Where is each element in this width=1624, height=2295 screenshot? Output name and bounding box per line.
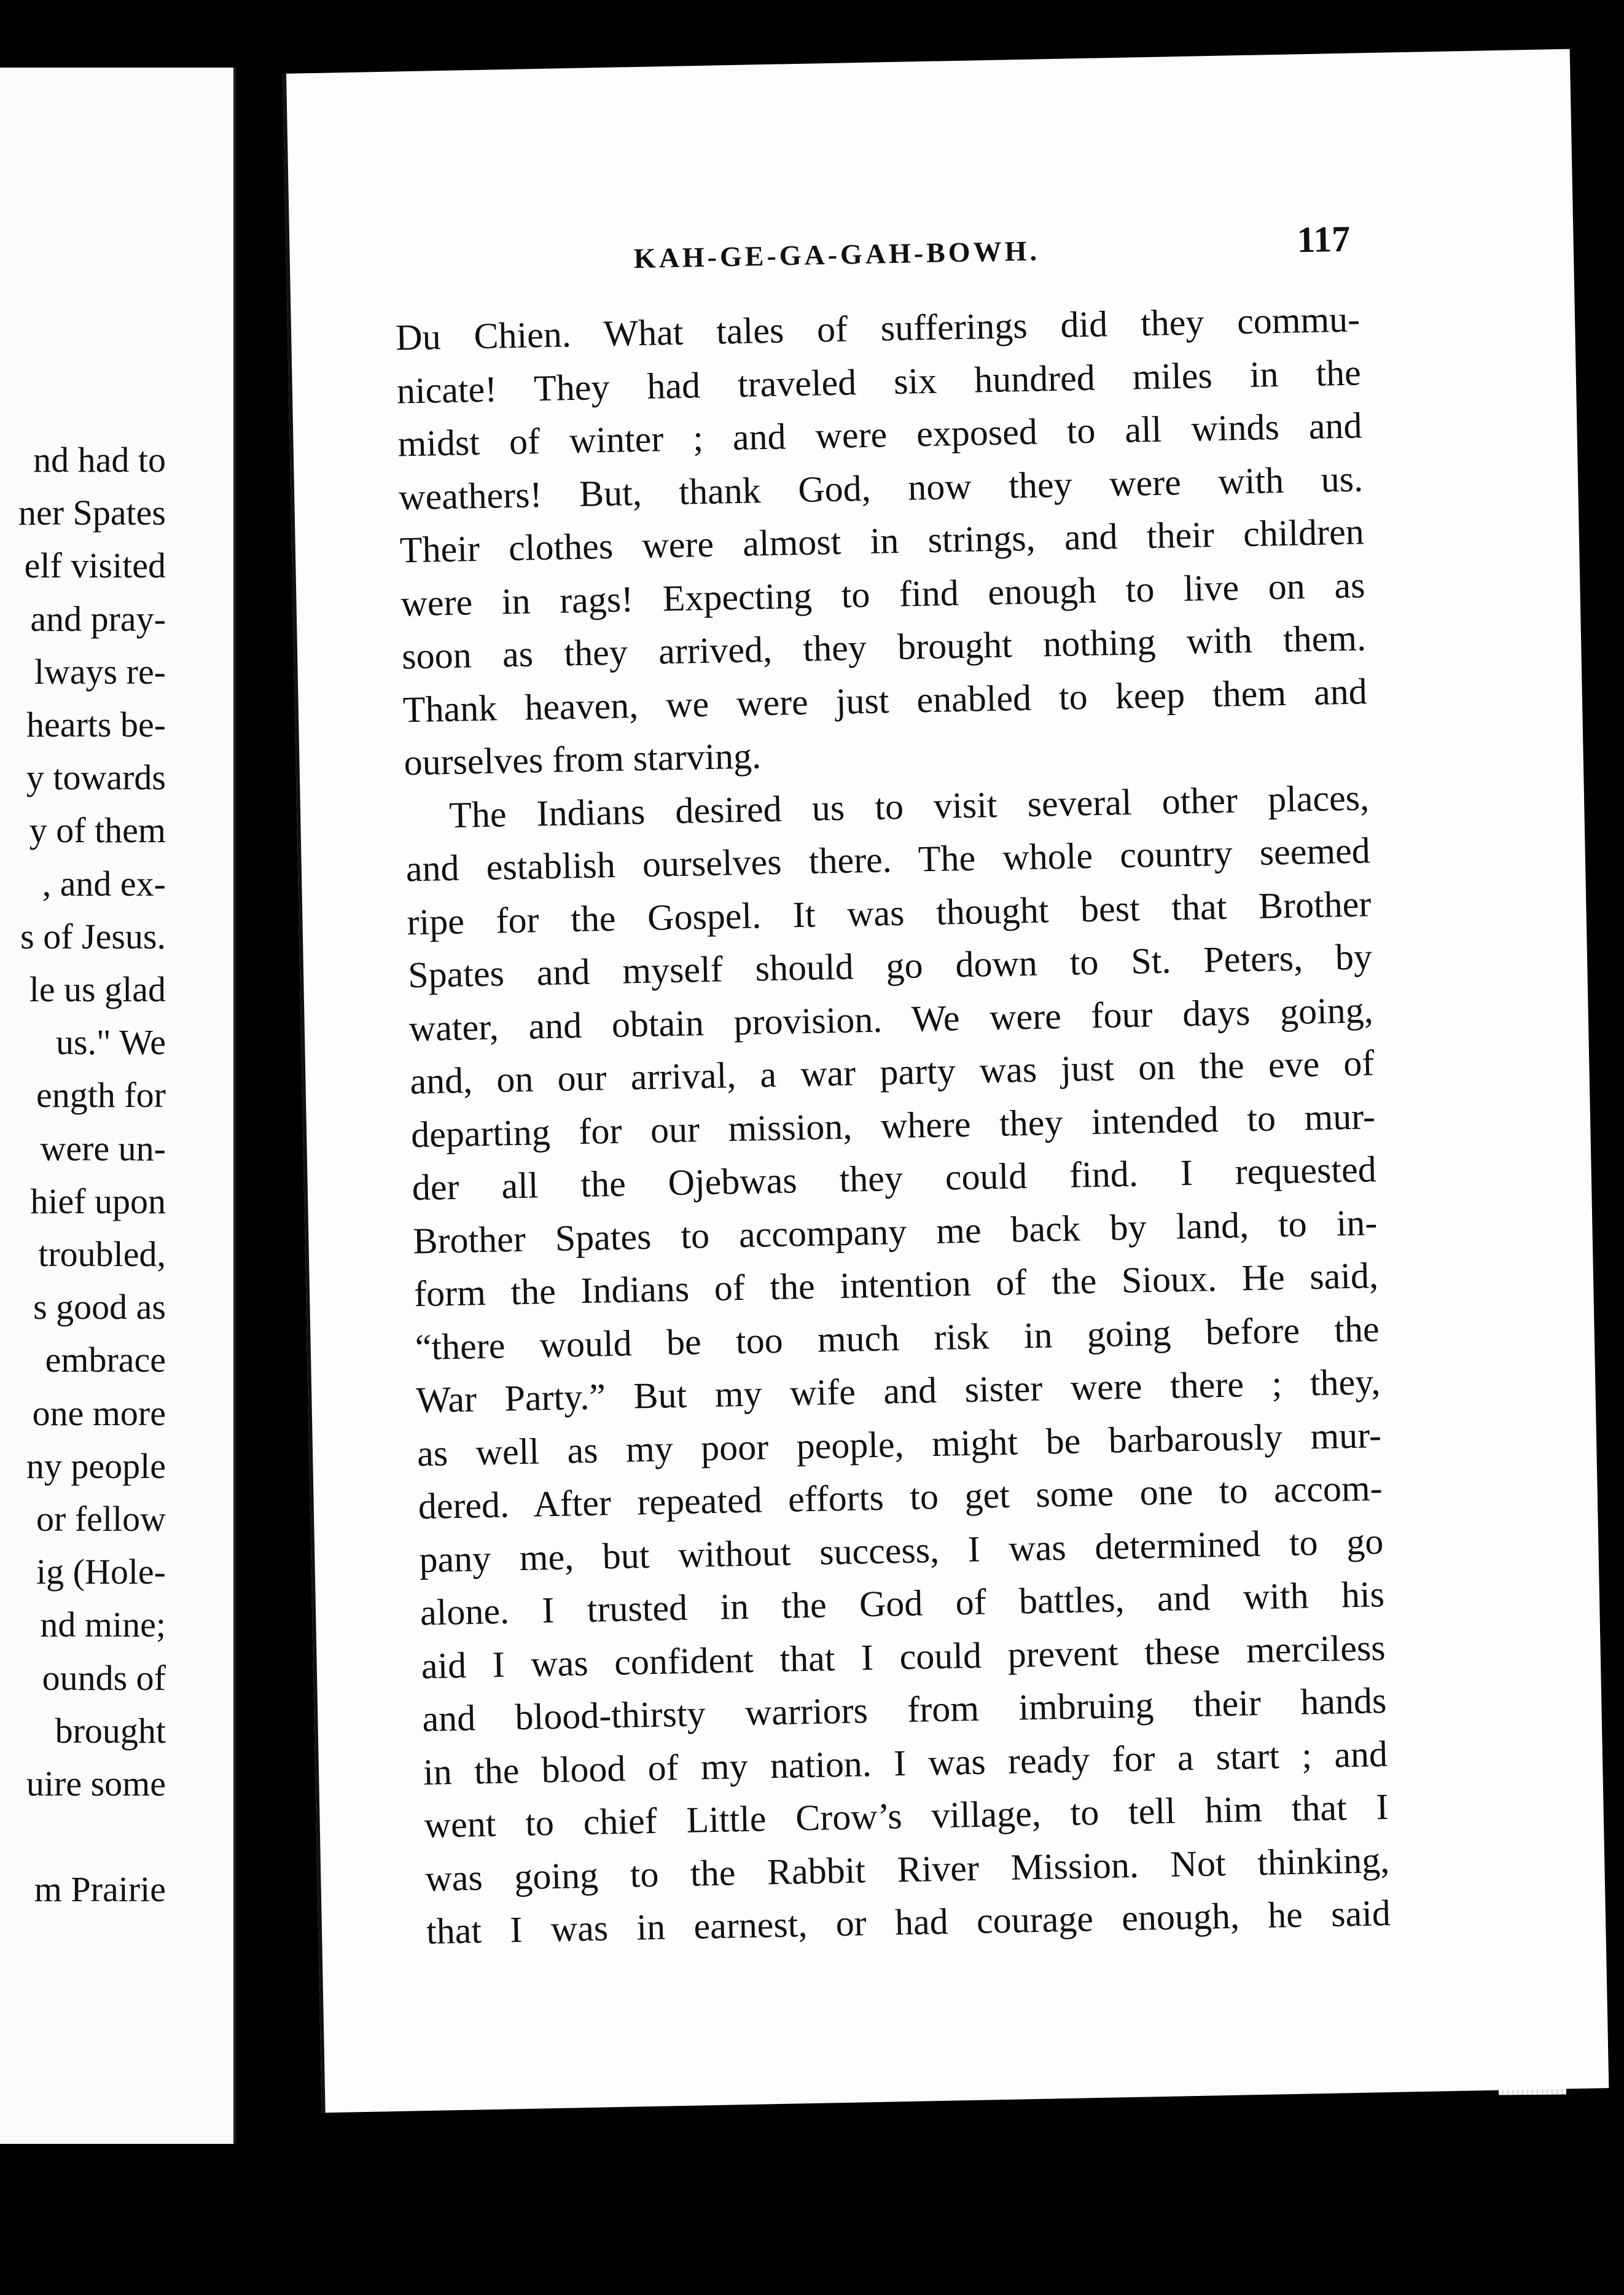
left-page-line: ny people	[26, 1445, 166, 1486]
text-line: midst of winter ; and were exposed to all winds and	[397, 405, 1362, 464]
text-line: as well as my poor people, might be barbarously mur-	[416, 1414, 1382, 1474]
text-line: Spates and myself should go down to St. Peters, by	[407, 936, 1373, 996]
text-line: soon as they arrived, they brought nothing with them.	[401, 617, 1367, 677]
text-line: “there would be too much risk in going before the	[415, 1308, 1380, 1367]
text-line: nicate! They had traveled six hundred miles in the	[396, 351, 1362, 412]
left-page-line: or fellow	[36, 1499, 166, 1539]
text-line: and blood-thirsty warriors from imbruing their hands	[421, 1679, 1387, 1740]
left-page-line: embrace	[45, 1340, 166, 1380]
left-page-line: nd mine;	[40, 1605, 166, 1645]
left-page-line: s of Jesus.	[20, 916, 166, 956]
left-page-line: s good as	[33, 1287, 166, 1327]
left-page-line: ner Spates	[18, 493, 166, 533]
left-page-line: uire some	[26, 1764, 166, 1804]
left-page-line: ength for	[36, 1075, 166, 1116]
left-page	[0, 68, 236, 2144]
left-page-line: , and ex-	[42, 863, 166, 904]
left-page-line: nd had to	[33, 440, 166, 480]
text-line: alone. I trusted in the God of battles, and with his	[420, 1574, 1385, 1633]
left-page-line: troubled,	[38, 1234, 166, 1274]
text-line: The Indians desired us to visit several other places,	[448, 776, 1370, 835]
left-page-line: hief upon	[30, 1181, 166, 1221]
left-page-line: brought	[55, 1710, 166, 1751]
left-page-line: y towards	[26, 757, 166, 798]
text-line: were in rags! Expecting to find enough to live on as	[400, 564, 1365, 624]
text-line: ourselves from starving.	[403, 735, 762, 783]
text-line: aid I was confident that I could prevent these merciless	[421, 1627, 1386, 1686]
text-line: went to chief Little Crow’s village, to tell him that I	[424, 1786, 1389, 1846]
left-page-line: ounds of	[42, 1657, 166, 1698]
text-line: Thank heaven, we were just enabled to keep them and	[402, 670, 1368, 730]
left-page-line: y of them	[29, 810, 166, 851]
left-page-line: were un-	[40, 1128, 166, 1168]
text-line: and, on our arrival, a war party was just on the eve of	[409, 1042, 1375, 1102]
text-line: and establish ourselves there. The whole country seemed	[405, 830, 1371, 889]
text-line: ripe for the Gospel. It was thought best that Brother	[406, 883, 1372, 942]
left-page-line: hearts be-	[26, 705, 166, 745]
text-line: form the Indians of the intention of the Sioux. He said,	[413, 1255, 1379, 1315]
page-number: 117	[1296, 218, 1351, 260]
text-line: Brother Spates to accompany me back by land, to in-	[412, 1202, 1378, 1261]
left-page-line: ig (Hole-	[36, 1552, 166, 1592]
text-line: water, and obtain provision. We were four days going,	[408, 989, 1374, 1049]
text-line: Du Chien. What tales of sufferings did they commu-	[395, 299, 1360, 358]
left-page-line: one more	[32, 1393, 166, 1433]
left-page-line: us." We	[55, 1022, 166, 1063]
left-page-line: and pray-	[30, 598, 166, 639]
text-line: departing for our mission, where they intended to mur-	[410, 1095, 1376, 1155]
running-head: KAH-GE-GA-GAH-BOWH.	[633, 235, 1040, 275]
body-text	[395, 292, 1391, 1958]
text-line: weathers! But, thank God, now they were with us.	[398, 458, 1364, 517]
text-line: pany me, but without success, I was determined to go	[418, 1520, 1384, 1580]
text-line: was going to the Rabbit River Mission. Not thinking,	[424, 1839, 1390, 1899]
text-line: War Party.” But my wife and sister were there ; they,	[415, 1361, 1381, 1421]
text-line: in the blood of my nation. I was ready for a start ; and	[423, 1733, 1388, 1793]
text-line: Their clothes were almost in strings, and their children	[399, 511, 1365, 571]
left-page-line: elf visited	[24, 545, 166, 586]
left-page-line: le us glad	[29, 969, 166, 1009]
text-line: dered. After repeated efforts to get some one to accom-	[418, 1468, 1383, 1527]
left-page-line: lways re-	[34, 651, 166, 692]
left-page-line: m Prairie	[34, 1869, 166, 1910]
text-line: that I was in earnest, or had courage enough, he said	[426, 1892, 1391, 1952]
text-line: der all the Ojebwas they could find. I requested	[412, 1149, 1377, 1208]
right-page	[283, 49, 1609, 2113]
